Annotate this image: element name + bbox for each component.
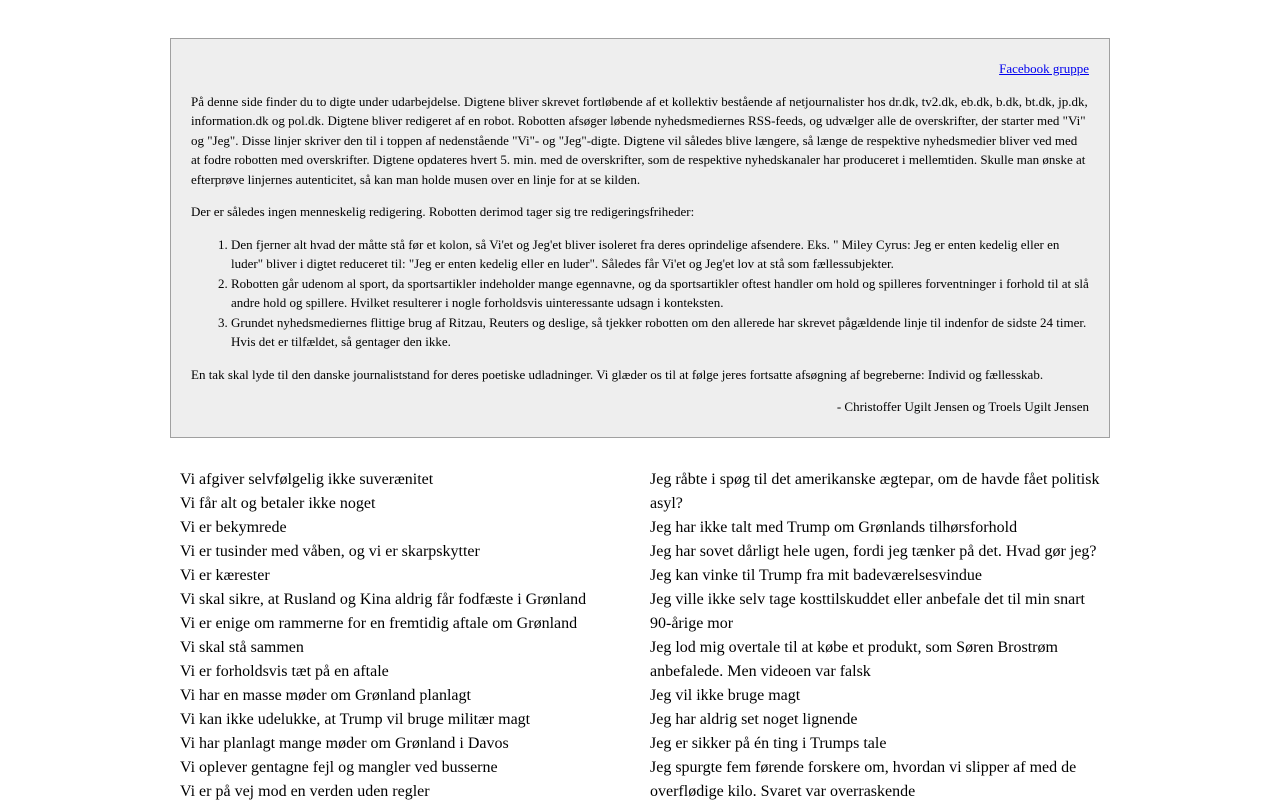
jeg-poem-line[interactable]: Jeg lod mig overtale til at købe et produkt, som Søren Brostrøm anbefalede. Men videoen var falsk (650, 639, 1058, 680)
jeg-poem-line[interactable]: Jeg råbte i spøg til det amerikanske ægtepar, om de havde fået politisk asyl? (650, 471, 1100, 512)
vi-poem-line[interactable]: Vi oplever gentagne fejl og mangler ved busserne (180, 759, 498, 776)
vi-poem (180, 468, 630, 804)
vi-poem-line[interactable]: Vi er kærester (180, 567, 270, 584)
jeg-poem-line[interactable]: Jeg har ikke talt med Trump om Grønlands tilhørsforhold (650, 519, 1018, 536)
vi-poem-line[interactable]: Vi afgiver selvfølgelig ikke suverænitet (180, 471, 434, 488)
vi-poem-line[interactable]: Vi er på vej mod en verden uden regler (180, 783, 430, 800)
facebook-group-link[interactable]: Facebook gruppe (999, 61, 1089, 76)
vi-poem-line[interactable]: Vi kan ikke udelukke, at Trump vil bruge militær magt (180, 711, 531, 728)
jeg-poem-line[interactable]: Jeg er sikker på én ting i Trumps tale (650, 735, 887, 752)
jeg-poem-line[interactable]: Jeg ville ikke selv tage kosttilskuddet eller anbefale det til min snart 90-årige mor (650, 591, 1085, 632)
editing-rule: 2. Robotten går udenom al sport, da sportsartikler indeholder mange egennavne, og da sportsartikler oftest handler om hold og spilleres forventninger i forhold til at slå andre hold og spillere. Hvilket resulterer i nogle forholdsvis uinteressante udsagn i konteksten. (231, 274, 1089, 313)
vi-poem-line[interactable]: Vi er bekymrede (180, 519, 287, 536)
info-box (170, 38, 1110, 438)
facebook-row (191, 59, 1089, 79)
vi-poem-line[interactable]: Vi er forholdsvis tæt på en aftale (180, 663, 389, 680)
jeg-poem (650, 468, 1100, 804)
vi-poem-line[interactable]: Vi får alt og betaler ikke noget (180, 495, 376, 512)
vi-poem-line[interactable]: Vi er tusinder med våben, og vi er skarpskytter (180, 543, 480, 560)
jeg-poem-line[interactable]: Jeg har aldrig set noget lignende (650, 711, 858, 728)
jeg-poem-line[interactable]: Jeg har sovet dårligt hele ugen, fordi jeg tænker på det. Hvad gør jeg? (650, 543, 1097, 560)
vi-poem-line[interactable]: Vi skal sikre, at Rusland og Kina aldrig får fodfæste i Grønland (180, 591, 587, 608)
jeg-poem-line[interactable]: Jeg spurgte fem førende forskere om, hvordan vi slipper af med de overflødige kilo. Svaret var overraskende (650, 759, 1077, 800)
signature: - Christoffer Ugilt Jensen og Troels Ugilt Jensen (836, 399, 1089, 414)
editing-rules-list (191, 235, 1089, 352)
vi-poem-line[interactable]: Vi har en masse møder om Grønland planlagt (180, 687, 471, 704)
poems-container (180, 468, 1100, 804)
intro-paragraph: På denne side finder du to digte under udarbejdelse. Digtene bliver skrevet fortløbende af et kollektiv bestående af netjournalister hos dr.dk, tv2.dk, eb.dk, b.dk, bt.dk, jp.dk, information.dk og pol.dk. Digtene bliver redigeret af en robot. Robotten afsøger løbende nyhedsmediernes RSS-feeds, og udvælger alle de overskrifter, der starter med "Vi" og "Jeg". Disse linjer skriver den til i toppen af nedenstående "Vi"- og "Jeg"-digte. Digtene vil således blive længere, så længe de respektive nyhedsmedier bliver ved med at fodre robotten med overskrifter. Digtene opdateres hvert 5. min. med de overskrifter, som de respektive nyhedskanaler har produceret i mellemtiden. Skulle man ønske at efterprøve linjernes autenticitet, så kan man holde musen over en linje for at se kilden. (191, 93, 1088, 187)
jeg-poem-line[interactable]: Jeg kan vinke til Trump fra mit badeværelsesvindue (650, 567, 982, 584)
editing-intro-paragraph: Der er således ingen menneskelig redigering. Robotten derimod tager sig tre redigeringsfriheder: (191, 204, 695, 219)
vi-poem-line[interactable]: Vi skal stå sammen (180, 639, 304, 656)
vi-poem-line[interactable]: Vi har planlagt mange møder om Grønland i Davos (180, 735, 509, 752)
jeg-poem-line[interactable]: Jeg vil ikke bruge magt (650, 687, 801, 704)
editing-rule: 1. Den fjerner alt hvad der måtte stå før et kolon, så Vi'et og Jeg'et bliver isoleret fra deres oprindelige afsendere. Eks. " Miley Cyrus: Jeg er enten kedelig eller en luder" bliver i digtet reduceret til: "Jeg er enten kedelig eller en luder". Således får Vi'et og Jeg'et lov at stå som fællessubjekter. (231, 235, 1089, 274)
editing-rule: 3. Grundet nyhedsmediernes flittige brug af Ritzau, Reuters og deslige, så tjekker robotten om den allerede har skrevet pågældende linje til indenfor de sidste 24 timer. Hvis det er tilfældet, så gentager den ikke. (231, 313, 1089, 352)
thanks-paragraph: En tak skal lyde til den danske journaliststand for deres poetiske udladninger. Vi glæder os til at følge jeres fortsatte afsøgning af begreberne: Individ og fællesskab. (191, 366, 1044, 382)
vi-poem-line[interactable]: Vi er enige om rammerne for en fremtidig aftale om Grønland (180, 615, 578, 632)
